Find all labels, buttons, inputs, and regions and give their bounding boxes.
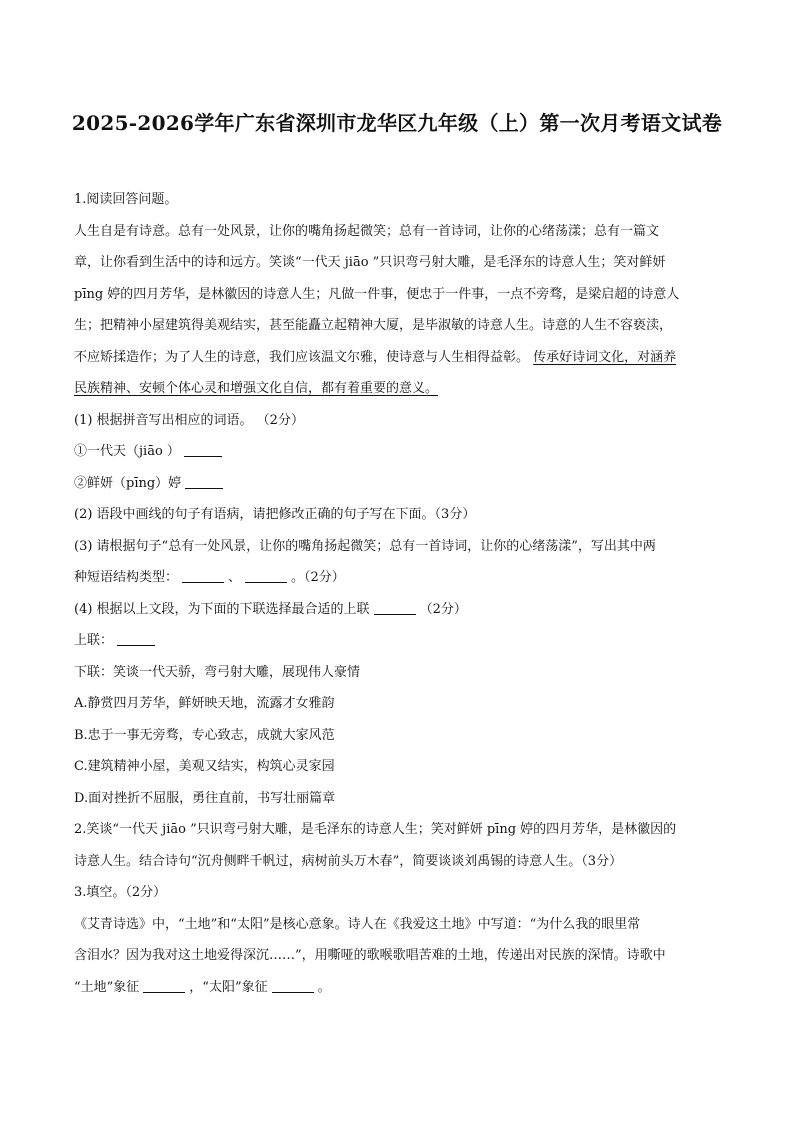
answer-blank[interactable] (117, 631, 155, 646)
answer-blank[interactable] (245, 568, 287, 583)
question-2-line1: 2.笑谈“一代天 jiāo ”只识弯弓射大雕，是毛泽东的诗意人生；笑对鲜妍 pīng 婷的四月芳华，是林徽因的 (74, 822, 677, 837)
option-d: D.面对挫折不屈服，勇往直前，书写壮丽篇章 (74, 790, 336, 806)
question-3-line3 (74, 972, 724, 1004)
option-b: B.忠于一事无旁骛，专心致志，成就大家风范 (74, 727, 335, 743)
separator: 、 (228, 570, 242, 585)
answer-blank[interactable] (374, 600, 416, 615)
question-1-heading: 1.阅读回答问题。 (74, 192, 178, 207)
passage-line-with-underline (74, 342, 724, 374)
answer-blank[interactable] (182, 568, 224, 583)
answer-blank[interactable] (184, 442, 222, 457)
question-3-heading: 3.填空。（2分） (74, 885, 167, 900)
passage-line: 人生自是有诗意。总有一处风景，让你的嘴角扬起微笑；总有一首诗词，让你的心绪荡漾；总有一篇文 (74, 223, 660, 239)
answer-blank[interactable] (272, 978, 314, 993)
question-2-line2: 诗意人生。结合诗句“沉舟侧畔千帆过，病树前头万木春”，简要谈谈刘禹锡的诗意人生。（3分） (74, 853, 623, 869)
sub-question-1a-text: ①一代天（jiāo ） (74, 444, 180, 459)
sub-question-1: (1) 根据拼音写出相应的词语。 （2分） (74, 412, 304, 428)
sub-question-3-line1: (3) 请根据句子“总有一处风景，让你的嘴角扬起微笑；总有一首诗词，让你的心绪荡漾”，写出其中两 (74, 538, 656, 554)
underlined-sentence-part2: 民族精神、安顿个体心灵和增强文化自信，都有着重要的意义。 (74, 381, 439, 396)
question-3-part-b: ，“太阳”象征 (189, 979, 268, 995)
option-c: C.建筑精神小屋，美观又结实，构筑心灵家园 (74, 759, 335, 774)
question-3-part-a: “土地”象征 (74, 979, 140, 995)
answer-blank[interactable] (143, 978, 185, 993)
passage-line: 生；把精神小屋建筑得美观结实，甚至能矗立起精神大厦，是毕淑敏的诗意人生。诗意的人生不容亵渎， (74, 318, 673, 333)
document-title: 2025-2026学年广东省深圳市龙华区九年级（上）第一次月考语文试卷 (71, 111, 723, 135)
sub-question-2: (2) 语段中画线的句子有语病，请把修改正确的句子写在下面。（3分） (74, 507, 476, 522)
underlined-sentence-part1: 传承好诗词文化，对涵养 (533, 349, 677, 365)
sub-question-1b (74, 468, 724, 500)
passage-line: pīng 婷的四月芳华，是林徽因的诗意人生；凡做一件事，便忠于一件事，一点不旁骛，是梁启超的诗意人 (74, 286, 680, 302)
sub-question-3-line2 (74, 562, 724, 594)
sub-question-4-suffix: （2分） (419, 601, 467, 617)
sub-question-1b-text: ②鲜妍（pīng）婷 (74, 475, 182, 491)
shanglian-line (74, 625, 724, 657)
passage-line: 章，让你看到生活中的诗和远方。笑谈“一代天 jiāo ”只识弯弓射大雕，是毛泽东的诗意人生；笑对鲜妍 (74, 255, 666, 270)
passage-line-underlined (74, 373, 724, 405)
document-content (74, 184, 724, 1003)
sub-question-3-prefix: 种短语结构类型： (74, 570, 179, 585)
question-3-line2: 含泪水？因为我对这土地爱得深沉……”，用嘶哑的歌喉歌唱苦难的土地，传递出对民族的深情。诗歌中 (74, 948, 666, 963)
question-3-line1: 《艾青诗选》中，“土地”和“太阳”是核心意象。诗人在《我爱这土地》中写道：“为什么我的眼里常 (74, 916, 641, 932)
sub-question-4 (74, 594, 724, 626)
sub-question-1a (74, 436, 724, 468)
sub-question-4-prefix: (4) 根据以上文段，为下面的下联选择最合适的上联 (74, 601, 370, 617)
question-3-part-c: 。 (317, 979, 331, 995)
answer-blank[interactable] (185, 474, 223, 489)
shanglian-label: 上联： (74, 633, 114, 648)
passage-line-text: 不应矫揉造作；为了人生的诗意，我们应该温文尔雅，使诗意与人生相得益彰。 (74, 349, 530, 365)
option-a: A.静赏四月芳华，鲜妍映天地，流露才女雅韵 (74, 696, 335, 711)
sub-question-3-suffix: 。（2分） (291, 570, 345, 585)
xialian-line: 下联：笑谈一代天骄，弯弓射大雕，展现伟人豪情 (74, 664, 361, 680)
